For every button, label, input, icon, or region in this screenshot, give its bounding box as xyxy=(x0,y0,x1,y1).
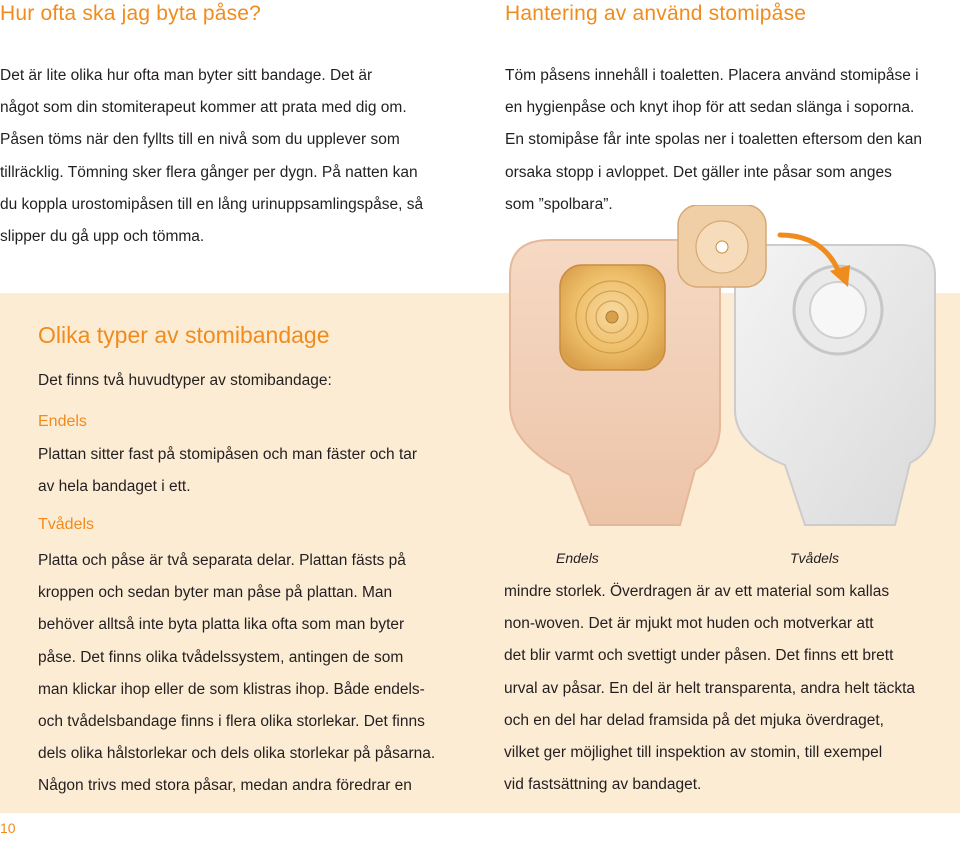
caption-tvadels: Tvådels xyxy=(790,550,840,566)
text-line: mindre storlek. Överdragen är av ett material som kallas xyxy=(504,583,890,600)
text-line: Påsen töms när den fyllts till en nivå som du upplever som xyxy=(0,131,400,149)
text-line: och tvådelsbandage finns i flera olika storlekar. Det finns xyxy=(38,713,425,731)
text-line: vid fastsättning av bandaget. xyxy=(504,776,702,794)
text-line: En stomipåse får inte spolas ner i toaletten eftersom den kan xyxy=(505,131,923,149)
text-line: du koppla urostomipåsen till en lång urinuppsamlingspåse, så xyxy=(0,195,424,213)
text-line: non-woven. Det är mjukt mot huden och motverkar att xyxy=(504,615,874,633)
text-line: som ”spolbara”. xyxy=(505,195,613,213)
box-title: Olika typer av stomibandage xyxy=(38,322,330,348)
caption-endels: Endels xyxy=(556,550,599,566)
text-line: orsaka stopp i avloppet. Det gäller inte påsar som anges xyxy=(505,163,892,181)
flange-wafer xyxy=(678,205,766,287)
tvadels-heading: Tvådels xyxy=(38,516,95,533)
right-paragraph xyxy=(505,60,922,221)
text-line: det blir varmt och svettigt under påsen. Det finns ett brett xyxy=(504,647,894,665)
text-line: slipper du gå upp och tömma. xyxy=(0,228,205,246)
endels-heading: Endels xyxy=(38,413,87,430)
text-line: vilket ger möjlighet till inspektion av stomin, till exempel xyxy=(504,744,883,762)
text-line: Töm påsens innehåll i toaletten. Placera använd stomipåse i xyxy=(505,67,919,84)
text-line: Platta och påse är två separata delar. Plattan fästs på xyxy=(38,552,406,569)
right-box-text xyxy=(504,576,915,801)
left-paragraph xyxy=(0,60,423,253)
text-line: dels olika hålstorlekar och dels olika storlekar på påsarna. xyxy=(38,745,436,763)
text-line: behöver alltså inte byta platta lika ofta som man byter xyxy=(38,616,405,634)
tvadels-text xyxy=(38,545,435,803)
text-line: urval av påsar. En del är helt transparenta, andra helt täckta xyxy=(504,679,915,697)
text-line: påse. Det finns olika tvådelssystem, antingen de som xyxy=(38,648,404,666)
text-line: Någon trivs med stora påsar, medan andra föredrar en xyxy=(38,777,412,795)
box-intro: Det finns två huvudtyper av stomibandage: xyxy=(38,372,332,389)
left-heading: Hur ofta ska jag byta påse? xyxy=(0,2,262,25)
text-line: något som din stomiterapeut kommer att prata med dig om. xyxy=(0,99,407,117)
page-number: 10 xyxy=(0,820,16,836)
text-line: kroppen och sedan byter man påse på plattan. Man xyxy=(38,584,393,602)
text-line: Det är lite olika hur ofta man byter sitt bandage. Det är xyxy=(0,67,373,84)
text-line: en hygienpåse och knyt ihop för att sedan slänga i soporna. xyxy=(505,99,915,117)
right-heading: Hantering av använd stomipåse xyxy=(505,2,807,25)
text-line: man klickar ihop eller de som klistras ihop. Både endels- xyxy=(38,680,425,698)
two-piece-pouch xyxy=(735,245,935,525)
text-line: tillräcklig. Tömning sker flera gånger per dygn. På natten kan xyxy=(0,163,418,181)
text-line: av hela bandaget i ett. xyxy=(38,478,191,496)
pouch-photo xyxy=(480,205,960,545)
text-line: Plattan sitter fast på stomipåsen och man fäster och tar xyxy=(38,446,418,463)
text-line: och en del har delad framsida på det mjuka överdraget, xyxy=(504,711,884,729)
endels-text xyxy=(38,439,417,503)
